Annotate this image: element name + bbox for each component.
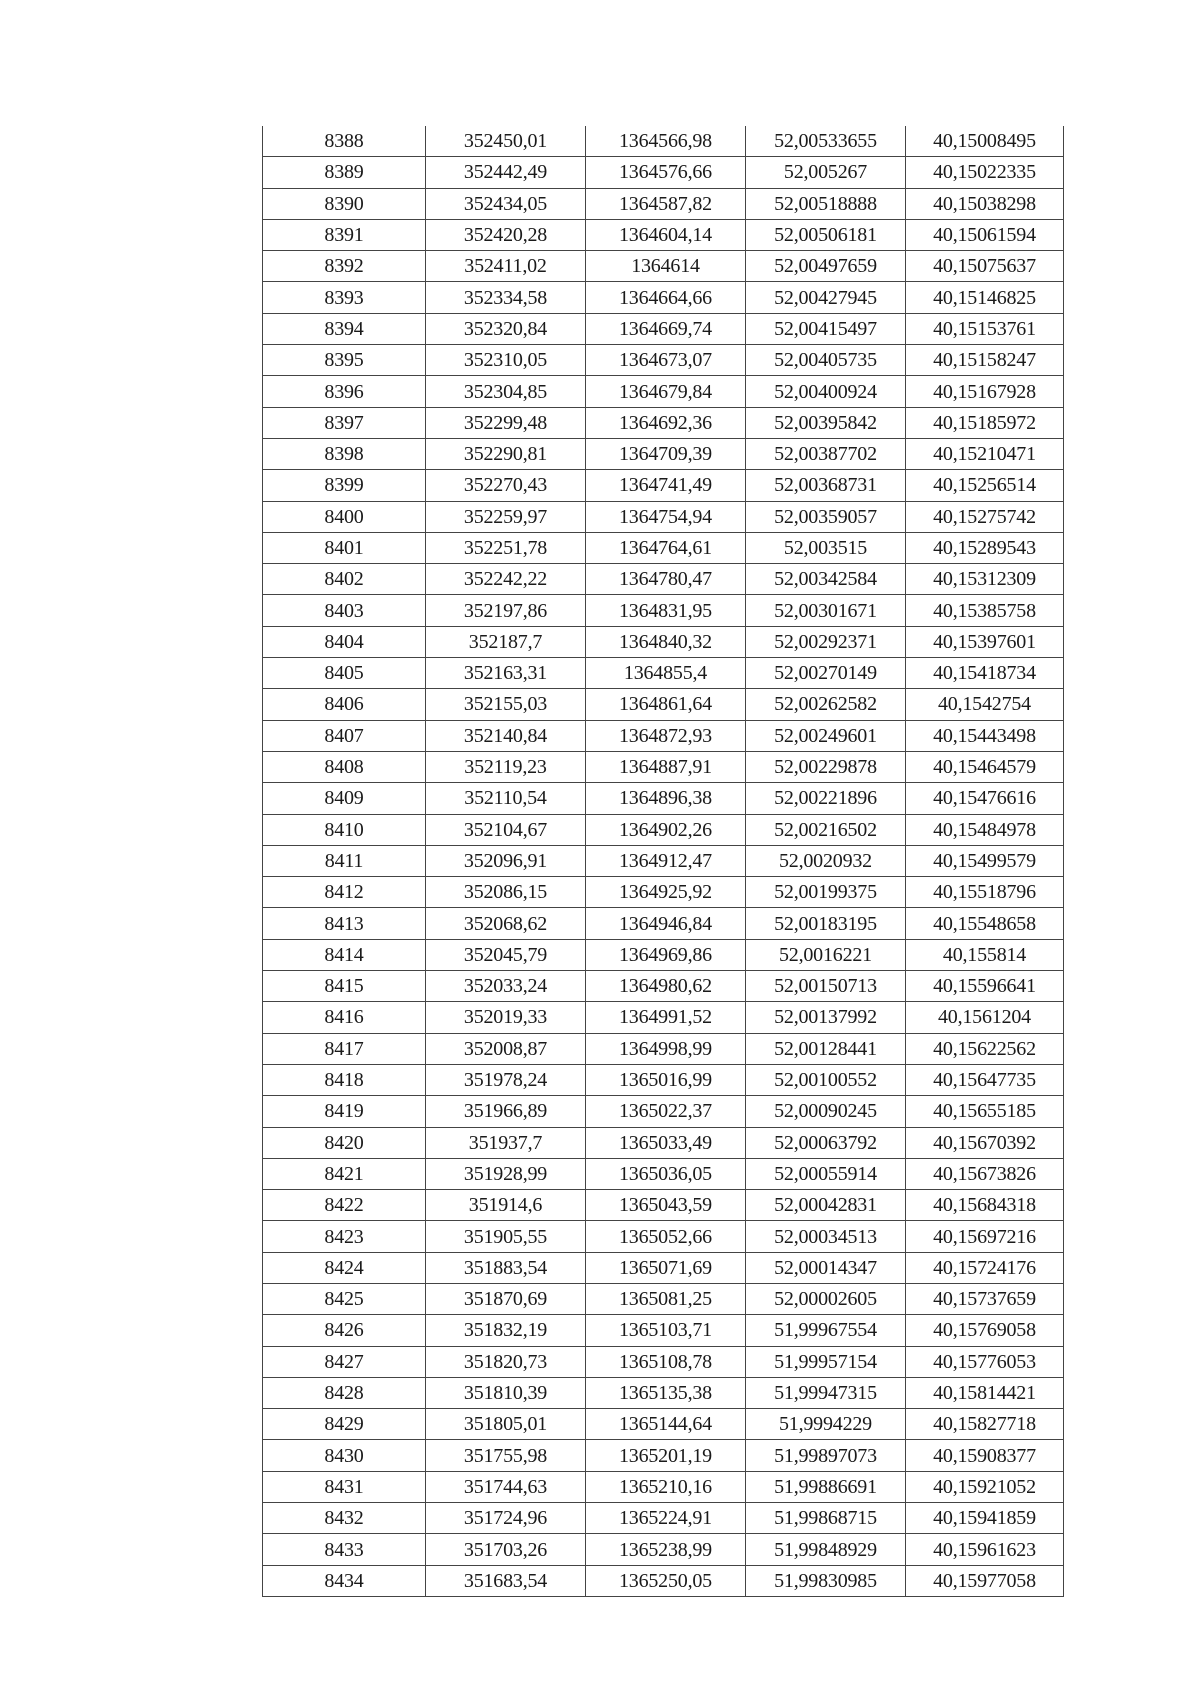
x-coordinate-cell: 352270,43 xyxy=(426,470,586,501)
latitude-cell: 52,00183195 xyxy=(746,908,906,939)
y-coordinate-cell: 1365135,38 xyxy=(586,1377,746,1408)
point-number-cell: 8393 xyxy=(263,282,426,313)
longitude-cell: 40,15289543 xyxy=(906,532,1064,563)
x-coordinate-cell: 352299,48 xyxy=(426,407,586,438)
table-row xyxy=(263,313,1064,344)
point-number-cell: 8389 xyxy=(263,157,426,188)
y-coordinate-cell: 1365043,59 xyxy=(586,1190,746,1221)
x-coordinate-cell: 352008,87 xyxy=(426,1033,586,1064)
longitude-cell: 40,15385758 xyxy=(906,595,1064,626)
longitude-cell: 40,15210471 xyxy=(906,438,1064,469)
table-row xyxy=(263,971,1064,1002)
longitude-cell: 40,15518796 xyxy=(906,877,1064,908)
point-number-cell: 8397 xyxy=(263,407,426,438)
table-row xyxy=(263,1252,1064,1283)
latitude-cell: 52,00199375 xyxy=(746,877,906,908)
latitude-cell: 51,99830985 xyxy=(746,1565,906,1596)
longitude-cell: 40,15977058 xyxy=(906,1565,1064,1596)
y-coordinate-cell: 1364604,14 xyxy=(586,219,746,250)
longitude-cell: 40,15921052 xyxy=(906,1471,1064,1502)
y-coordinate-cell: 1365033,49 xyxy=(586,1127,746,1158)
x-coordinate-cell: 352104,67 xyxy=(426,814,586,845)
longitude-cell: 40,15827718 xyxy=(906,1409,1064,1440)
latitude-cell: 52,00506181 xyxy=(746,219,906,250)
table-row xyxy=(263,1064,1064,1095)
point-number-cell: 8391 xyxy=(263,219,426,250)
table-row xyxy=(263,1096,1064,1127)
latitude-cell: 52,00150713 xyxy=(746,971,906,1002)
x-coordinate-cell: 352197,86 xyxy=(426,595,586,626)
longitude-cell: 40,15769058 xyxy=(906,1315,1064,1346)
x-coordinate-cell: 352119,23 xyxy=(426,751,586,782)
x-coordinate-cell: 351755,98 xyxy=(426,1440,586,1471)
y-coordinate-cell: 1364692,36 xyxy=(586,407,746,438)
y-coordinate-cell: 1365201,19 xyxy=(586,1440,746,1471)
table-row xyxy=(263,564,1064,595)
y-coordinate-cell: 1365022,37 xyxy=(586,1096,746,1127)
y-coordinate-cell: 1365103,71 xyxy=(586,1315,746,1346)
latitude-cell: 52,00270149 xyxy=(746,658,906,689)
y-coordinate-cell: 1365210,16 xyxy=(586,1471,746,1502)
table-row xyxy=(263,1377,1064,1408)
latitude-cell: 52,00518888 xyxy=(746,188,906,219)
point-number-cell: 8414 xyxy=(263,939,426,970)
longitude-cell: 40,15673826 xyxy=(906,1158,1064,1189)
y-coordinate-cell: 1364840,32 xyxy=(586,626,746,657)
table-row xyxy=(263,282,1064,313)
longitude-cell: 40,15075637 xyxy=(906,251,1064,282)
point-number-cell: 8425 xyxy=(263,1283,426,1314)
y-coordinate-cell: 1364566,98 xyxy=(586,126,746,157)
y-coordinate-cell: 1365052,66 xyxy=(586,1221,746,1252)
table-row xyxy=(263,532,1064,563)
latitude-cell: 52,005267 xyxy=(746,157,906,188)
x-coordinate-cell: 351744,63 xyxy=(426,1471,586,1502)
point-number-cell: 8413 xyxy=(263,908,426,939)
x-coordinate-cell: 352304,85 xyxy=(426,376,586,407)
y-coordinate-cell: 1364614 xyxy=(586,251,746,282)
x-coordinate-cell: 352096,91 xyxy=(426,845,586,876)
longitude-cell: 40,15464579 xyxy=(906,751,1064,782)
point-number-cell: 8424 xyxy=(263,1252,426,1283)
x-coordinate-cell: 352450,01 xyxy=(426,126,586,157)
latitude-cell: 52,00137992 xyxy=(746,1002,906,1033)
y-coordinate-cell: 1364969,86 xyxy=(586,939,746,970)
longitude-cell: 40,15548658 xyxy=(906,908,1064,939)
latitude-cell: 52,00427945 xyxy=(746,282,906,313)
table-row xyxy=(263,1315,1064,1346)
x-coordinate-cell: 351937,7 xyxy=(426,1127,586,1158)
longitude-cell: 40,15146825 xyxy=(906,282,1064,313)
latitude-cell: 51,99886691 xyxy=(746,1471,906,1502)
latitude-cell: 52,00301671 xyxy=(746,595,906,626)
table-row xyxy=(263,877,1064,908)
latitude-cell: 52,00497659 xyxy=(746,251,906,282)
y-coordinate-cell: 1364764,61 xyxy=(586,532,746,563)
x-coordinate-cell: 352155,03 xyxy=(426,689,586,720)
table-row xyxy=(263,1221,1064,1252)
latitude-cell: 52,00533655 xyxy=(746,126,906,157)
longitude-cell: 40,15158247 xyxy=(906,345,1064,376)
table-row xyxy=(263,845,1064,876)
latitude-cell: 52,00229878 xyxy=(746,751,906,782)
longitude-cell: 40,15256514 xyxy=(906,470,1064,501)
x-coordinate-cell: 352045,79 xyxy=(426,939,586,970)
point-number-cell: 8407 xyxy=(263,720,426,751)
x-coordinate-cell: 351832,19 xyxy=(426,1315,586,1346)
longitude-cell: 40,15443498 xyxy=(906,720,1064,751)
point-number-cell: 8394 xyxy=(263,313,426,344)
table-row xyxy=(263,908,1064,939)
x-coordinate-cell: 352442,49 xyxy=(426,157,586,188)
latitude-cell: 52,00034513 xyxy=(746,1221,906,1252)
longitude-cell: 40,15647735 xyxy=(906,1064,1064,1095)
x-coordinate-cell: 352019,33 xyxy=(426,1002,586,1033)
point-number-cell: 8429 xyxy=(263,1409,426,1440)
point-number-cell: 8423 xyxy=(263,1221,426,1252)
table-row xyxy=(263,1440,1064,1471)
x-coordinate-cell: 352420,28 xyxy=(426,219,586,250)
x-coordinate-cell: 351683,54 xyxy=(426,1565,586,1596)
x-coordinate-cell: 352310,05 xyxy=(426,345,586,376)
longitude-cell: 40,15008495 xyxy=(906,126,1064,157)
longitude-cell: 40,15476616 xyxy=(906,783,1064,814)
longitude-cell: 40,15697216 xyxy=(906,1221,1064,1252)
table-row xyxy=(263,783,1064,814)
latitude-cell: 51,99848929 xyxy=(746,1534,906,1565)
latitude-cell: 52,00405735 xyxy=(746,345,906,376)
y-coordinate-cell: 1364679,84 xyxy=(586,376,746,407)
latitude-cell: 51,9994229 xyxy=(746,1409,906,1440)
x-coordinate-cell: 351905,55 xyxy=(426,1221,586,1252)
table-row xyxy=(263,1409,1064,1440)
latitude-cell: 52,00359057 xyxy=(746,501,906,532)
longitude-cell: 40,15655185 xyxy=(906,1096,1064,1127)
y-coordinate-cell: 1365144,64 xyxy=(586,1409,746,1440)
longitude-cell: 40,15776053 xyxy=(906,1346,1064,1377)
point-number-cell: 8392 xyxy=(263,251,426,282)
point-number-cell: 8427 xyxy=(263,1346,426,1377)
point-number-cell: 8406 xyxy=(263,689,426,720)
table-row xyxy=(263,1190,1064,1221)
longitude-cell: 40,15724176 xyxy=(906,1252,1064,1283)
point-number-cell: 8433 xyxy=(263,1534,426,1565)
table-row xyxy=(263,1127,1064,1158)
longitude-cell: 40,15038298 xyxy=(906,188,1064,219)
point-number-cell: 8415 xyxy=(263,971,426,1002)
y-coordinate-cell: 1364664,66 xyxy=(586,282,746,313)
y-coordinate-cell: 1364991,52 xyxy=(586,1002,746,1033)
x-coordinate-cell: 351914,6 xyxy=(426,1190,586,1221)
y-coordinate-cell: 1364709,39 xyxy=(586,438,746,469)
y-coordinate-cell: 1365016,99 xyxy=(586,1064,746,1095)
y-coordinate-cell: 1365036,05 xyxy=(586,1158,746,1189)
x-coordinate-cell: 352320,84 xyxy=(426,313,586,344)
y-coordinate-cell: 1364872,93 xyxy=(586,720,746,751)
point-number-cell: 8390 xyxy=(263,188,426,219)
y-coordinate-cell: 1364741,49 xyxy=(586,470,746,501)
x-coordinate-cell: 351703,26 xyxy=(426,1534,586,1565)
latitude-cell: 51,99868715 xyxy=(746,1503,906,1534)
y-coordinate-cell: 1364754,94 xyxy=(586,501,746,532)
longitude-cell: 40,15185972 xyxy=(906,407,1064,438)
x-coordinate-cell: 352163,31 xyxy=(426,658,586,689)
x-coordinate-cell: 352434,05 xyxy=(426,188,586,219)
x-coordinate-cell: 351724,96 xyxy=(426,1503,586,1534)
latitude-cell: 52,00342584 xyxy=(746,564,906,595)
y-coordinate-cell: 1365081,25 xyxy=(586,1283,746,1314)
longitude-cell: 40,15941859 xyxy=(906,1503,1064,1534)
latitude-cell: 52,00042831 xyxy=(746,1190,906,1221)
table-row xyxy=(263,1471,1064,1502)
point-number-cell: 8396 xyxy=(263,376,426,407)
y-coordinate-cell: 1365071,69 xyxy=(586,1252,746,1283)
longitude-cell: 40,15596641 xyxy=(906,971,1064,1002)
y-coordinate-cell: 1365250,05 xyxy=(586,1565,746,1596)
x-coordinate-cell: 351883,54 xyxy=(426,1252,586,1283)
latitude-cell: 52,00100552 xyxy=(746,1064,906,1095)
table-row xyxy=(263,1158,1064,1189)
latitude-cell: 52,00055914 xyxy=(746,1158,906,1189)
y-coordinate-cell: 1364587,82 xyxy=(586,188,746,219)
x-coordinate-cell: 352242,22 xyxy=(426,564,586,595)
table-row xyxy=(263,501,1064,532)
x-coordinate-cell: 351928,99 xyxy=(426,1158,586,1189)
point-number-cell: 8416 xyxy=(263,1002,426,1033)
x-coordinate-cell: 352140,84 xyxy=(426,720,586,751)
latitude-cell: 52,00002605 xyxy=(746,1283,906,1314)
point-number-cell: 8405 xyxy=(263,658,426,689)
table-row xyxy=(263,1283,1064,1314)
y-coordinate-cell: 1364925,92 xyxy=(586,877,746,908)
table-row xyxy=(263,1033,1064,1064)
point-number-cell: 8430 xyxy=(263,1440,426,1471)
latitude-cell: 52,00387702 xyxy=(746,438,906,469)
x-coordinate-cell: 351805,01 xyxy=(426,1409,586,1440)
longitude-cell: 40,15312309 xyxy=(906,564,1064,595)
longitude-cell: 40,15684318 xyxy=(906,1190,1064,1221)
latitude-cell: 52,00014347 xyxy=(746,1252,906,1283)
x-coordinate-cell: 352290,81 xyxy=(426,438,586,469)
table-row xyxy=(263,939,1064,970)
x-coordinate-cell: 351870,69 xyxy=(426,1283,586,1314)
longitude-cell: 40,155814 xyxy=(906,939,1064,970)
point-number-cell: 8408 xyxy=(263,751,426,782)
latitude-cell: 52,00063792 xyxy=(746,1127,906,1158)
x-coordinate-cell: 351966,89 xyxy=(426,1096,586,1127)
table-row xyxy=(263,376,1064,407)
x-coordinate-cell: 352187,7 xyxy=(426,626,586,657)
table-row xyxy=(263,1534,1064,1565)
point-number-cell: 8412 xyxy=(263,877,426,908)
x-coordinate-cell: 352334,58 xyxy=(426,282,586,313)
latitude-cell: 52,00128441 xyxy=(746,1033,906,1064)
x-coordinate-cell: 352411,02 xyxy=(426,251,586,282)
latitude-cell: 52,0016221 xyxy=(746,939,906,970)
y-coordinate-cell: 1364831,95 xyxy=(586,595,746,626)
point-number-cell: 8398 xyxy=(263,438,426,469)
latitude-cell: 51,99957154 xyxy=(746,1346,906,1377)
latitude-cell: 52,003515 xyxy=(746,532,906,563)
longitude-cell: 40,15737659 xyxy=(906,1283,1064,1314)
table-row xyxy=(263,720,1064,751)
y-coordinate-cell: 1364855,4 xyxy=(586,658,746,689)
point-number-cell: 8432 xyxy=(263,1503,426,1534)
point-number-cell: 8417 xyxy=(263,1033,426,1064)
latitude-cell: 52,00400924 xyxy=(746,376,906,407)
longitude-cell: 40,15418734 xyxy=(906,658,1064,689)
table-row xyxy=(263,345,1064,376)
table-row xyxy=(263,188,1064,219)
longitude-cell: 40,15022335 xyxy=(906,157,1064,188)
y-coordinate-cell: 1364998,99 xyxy=(586,1033,746,1064)
longitude-cell: 40,15167928 xyxy=(906,376,1064,407)
longitude-cell: 40,15961623 xyxy=(906,1534,1064,1565)
longitude-cell: 40,15670392 xyxy=(906,1127,1064,1158)
table-row xyxy=(263,751,1064,782)
point-number-cell: 8411 xyxy=(263,845,426,876)
y-coordinate-cell: 1364861,64 xyxy=(586,689,746,720)
table-row xyxy=(263,595,1064,626)
latitude-cell: 52,00368731 xyxy=(746,470,906,501)
table-row xyxy=(263,407,1064,438)
longitude-cell: 40,15499579 xyxy=(906,845,1064,876)
point-number-cell: 8399 xyxy=(263,470,426,501)
point-number-cell: 8426 xyxy=(263,1315,426,1346)
y-coordinate-cell: 1364980,62 xyxy=(586,971,746,1002)
table-row xyxy=(263,1565,1064,1596)
y-coordinate-cell: 1364576,66 xyxy=(586,157,746,188)
longitude-cell: 40,15908377 xyxy=(906,1440,1064,1471)
longitude-cell: 40,1561204 xyxy=(906,1002,1064,1033)
table-row xyxy=(263,219,1064,250)
y-coordinate-cell: 1364669,74 xyxy=(586,313,746,344)
x-coordinate-cell: 352086,15 xyxy=(426,877,586,908)
x-coordinate-cell: 351978,24 xyxy=(426,1064,586,1095)
table-row xyxy=(263,1503,1064,1534)
longitude-cell: 40,15153761 xyxy=(906,313,1064,344)
point-number-cell: 8434 xyxy=(263,1565,426,1596)
point-number-cell: 8418 xyxy=(263,1064,426,1095)
x-coordinate-cell: 352068,62 xyxy=(426,908,586,939)
point-number-cell: 8410 xyxy=(263,814,426,845)
y-coordinate-cell: 1364780,47 xyxy=(586,564,746,595)
longitude-cell: 40,15622562 xyxy=(906,1033,1064,1064)
x-coordinate-cell: 351810,39 xyxy=(426,1377,586,1408)
longitude-cell: 40,15484978 xyxy=(906,814,1064,845)
latitude-cell: 52,00216502 xyxy=(746,814,906,845)
table-row xyxy=(263,126,1064,157)
point-number-cell: 8431 xyxy=(263,1471,426,1502)
point-number-cell: 8400 xyxy=(263,501,426,532)
table-row xyxy=(263,251,1064,282)
table-row xyxy=(263,1346,1064,1377)
table-row xyxy=(263,814,1064,845)
point-number-cell: 8421 xyxy=(263,1158,426,1189)
latitude-cell: 52,00262582 xyxy=(746,689,906,720)
point-number-cell: 8403 xyxy=(263,595,426,626)
y-coordinate-cell: 1364912,47 xyxy=(586,845,746,876)
latitude-cell: 51,99897073 xyxy=(746,1440,906,1471)
table-row xyxy=(263,157,1064,188)
latitude-cell: 52,00221896 xyxy=(746,783,906,814)
longitude-cell: 40,15814421 xyxy=(906,1377,1064,1408)
latitude-cell: 51,99967554 xyxy=(746,1315,906,1346)
latitude-cell: 52,00415497 xyxy=(746,313,906,344)
x-coordinate-cell: 352110,54 xyxy=(426,783,586,814)
y-coordinate-cell: 1364902,26 xyxy=(586,814,746,845)
y-coordinate-cell: 1364673,07 xyxy=(586,345,746,376)
longitude-cell: 40,15275742 xyxy=(906,501,1064,532)
y-coordinate-cell: 1364946,84 xyxy=(586,908,746,939)
point-number-cell: 8401 xyxy=(263,532,426,563)
y-coordinate-cell: 1365238,99 xyxy=(586,1534,746,1565)
point-number-cell: 8422 xyxy=(263,1190,426,1221)
latitude-cell: 52,00395842 xyxy=(746,407,906,438)
x-coordinate-cell: 352251,78 xyxy=(426,532,586,563)
table-row xyxy=(263,658,1064,689)
x-coordinate-cell: 352033,24 xyxy=(426,971,586,1002)
latitude-cell: 52,00292371 xyxy=(746,626,906,657)
latitude-cell: 51,99947315 xyxy=(746,1377,906,1408)
table-row xyxy=(263,470,1064,501)
x-coordinate-cell: 351820,73 xyxy=(426,1346,586,1377)
point-number-cell: 8404 xyxy=(263,626,426,657)
longitude-cell: 40,15397601 xyxy=(906,626,1064,657)
y-coordinate-cell: 1365224,91 xyxy=(586,1503,746,1534)
y-coordinate-cell: 1364896,38 xyxy=(586,783,746,814)
latitude-cell: 52,00249601 xyxy=(746,720,906,751)
point-number-cell: 8395 xyxy=(263,345,426,376)
longitude-cell: 40,1542754 xyxy=(906,689,1064,720)
point-number-cell: 8388 xyxy=(263,126,426,157)
y-coordinate-cell: 1365108,78 xyxy=(586,1346,746,1377)
table-row xyxy=(263,438,1064,469)
latitude-cell: 52,00090245 xyxy=(746,1096,906,1127)
table-row xyxy=(263,689,1064,720)
latitude-cell: 52,0020932 xyxy=(746,845,906,876)
table-row xyxy=(263,626,1064,657)
point-number-cell: 8409 xyxy=(263,783,426,814)
point-number-cell: 8402 xyxy=(263,564,426,595)
x-coordinate-cell: 352259,97 xyxy=(426,501,586,532)
coordinates-table xyxy=(262,126,1064,1597)
coordinates-table-body xyxy=(263,126,1064,1596)
point-number-cell: 8428 xyxy=(263,1377,426,1408)
longitude-cell: 40,15061594 xyxy=(906,219,1064,250)
table-row xyxy=(263,1002,1064,1033)
point-number-cell: 8420 xyxy=(263,1127,426,1158)
point-number-cell: 8419 xyxy=(263,1096,426,1127)
y-coordinate-cell: 1364887,91 xyxy=(586,751,746,782)
